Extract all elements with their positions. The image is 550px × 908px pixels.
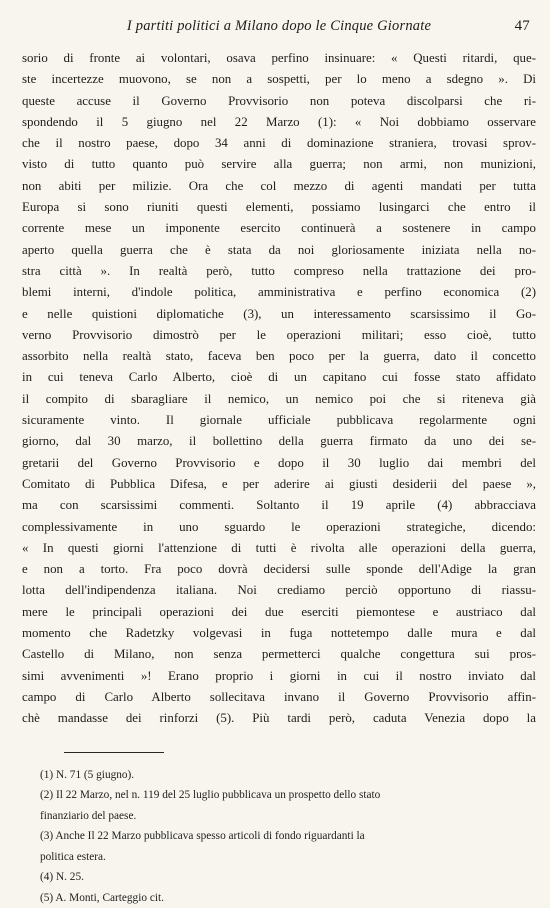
body-line: Castello di Milano, non senza permetterci qualche congettura sui pros- (22, 644, 536, 665)
body-line: stra città ». In realtà però, tutto compreso nella trattazione dei pro- (22, 261, 536, 282)
body-line: aperto quella guerra che è stata da noi gloriosamente iniziata nella no- (22, 240, 536, 261)
body-line: campo di Carlo Alberto sollecitava invano il Governo Provvisorio affin- (22, 687, 536, 708)
body-line: giorno, dal 30 marzo, il bollettino della guerra firmato da uno dei se- (22, 431, 536, 452)
footnotes (22, 765, 536, 908)
body-line: e non a torto. Fra poco dovrà decidersi sulle sponde dell'Adige la gran (22, 559, 536, 580)
body-line: Europa si sono riuniti questi elementi, possiamo lusingarci che entro il (22, 197, 536, 218)
body-line: sicuramente vinto. Il giornale ufficiale pubblicava regolarmente ogni (22, 410, 536, 431)
body-line: momento che Radetzky volgevasi in fuga nottetempo dalle mura e dal (22, 623, 536, 644)
body-line: Comitato di Pubblica Difesa, e per aderire ai giusti desiderii del paese », (22, 474, 536, 495)
body-line: simi avvenimenti »! Erano proprio i giorni in cui il nostro inviato dal (22, 666, 536, 687)
footnote-line: politica estera. (22, 847, 536, 868)
body-line: verno Provvisorio dimostrò per le operazioni militari; esso cioè, tutto (22, 325, 536, 346)
body-line: blemi interni, d'indole politica, amministrativa e perfino economica (2) (22, 282, 536, 303)
body-line: ste incertezze muovono, se non a sospetti, per lo meno a sdegno ». Di (22, 69, 536, 90)
body-line: corrente mese un imponente esercito continuerà a sostenere in campo (22, 218, 536, 239)
body-line: « In questi giorni l'attenzione di tutti è rivolta alle operazioni della guerra, (22, 538, 536, 559)
body-line: ma con scarsissimi commenti. Soltanto il 19 aprile (4) abbracciava (22, 495, 536, 516)
body-line: complessivamente in uno sguardo le operazioni strategiche, dicendo: (22, 517, 536, 538)
body-line: lotta dell'indipendenza italiana. Noi crediamo perciò opportuno di riassu- (22, 580, 536, 601)
footnote-rule (64, 752, 164, 753)
body-line: chè mandasse dei rinforzi (5). Più tardi però, caduta Venezia dopo la (22, 708, 536, 729)
footnote-line: (4) N. 25. (40, 867, 536, 888)
body-line: non abiti per milizie. Ora che col mezzo di agenti mandati per tutta (22, 176, 536, 197)
body-line: spondendo il 5 giugno nel 22 Marzo (1): « Noi dobbiamo osservare (22, 112, 536, 133)
footnote-line: (2) Il 22 Marzo, nel n. 119 del 25 luglio pubblicava un prospetto dello stato (40, 785, 536, 806)
body-line: mere le principali operazioni dei due eserciti piemontese e austriaco dal (22, 602, 536, 623)
body-text (22, 48, 536, 730)
running-header (22, 16, 536, 42)
body-line: assorbito nella realtà stato, faceva ben poco per la guerra, dato il concetto (22, 346, 536, 367)
page-number: 47 (515, 18, 530, 35)
body-line: e nelle quistioni diplomatiche (3), un interessamento scarsissimo il Go- (22, 304, 536, 325)
footnote-line: (1) N. 71 (5 giugno). (40, 765, 536, 786)
body-line: il compito di sbaragliare il nemico, un nemico poi che si riteneva già (22, 389, 536, 410)
body-line: sorio di fronte ai volontari, osava perfino insinuare: « Questi ritardi, que- (22, 48, 536, 69)
body-line: queste accuse il Governo Provvisorio non poteva discolparsi che ri- (22, 91, 536, 112)
body-line: in cui teneva Carlo Alberto, cioè di un capitano cui fosse stato affidato (22, 367, 536, 388)
body-line: visto di tutto quanto può servire alla guerra; non armi, non munizioni, (22, 154, 536, 175)
footnote-line: (5) A. Monti, Carteggio cit. (40, 888, 536, 908)
footnote-line: finanziario del paese. (22, 806, 536, 827)
running-title: I partiti politici a Milano dopo le Cinque Giornate (127, 16, 431, 35)
footnote-line: (3) Anche Il 22 Marzo pubblicava spesso articoli di fondo riguardanti la (40, 826, 536, 847)
body-line: che il nostro paese, dopo 34 anni di dominazione straniera, trovasi sprov- (22, 133, 536, 154)
body-line: gretarii del Governo Provvisorio e dopo il 30 luglio dai membri del (22, 453, 536, 474)
